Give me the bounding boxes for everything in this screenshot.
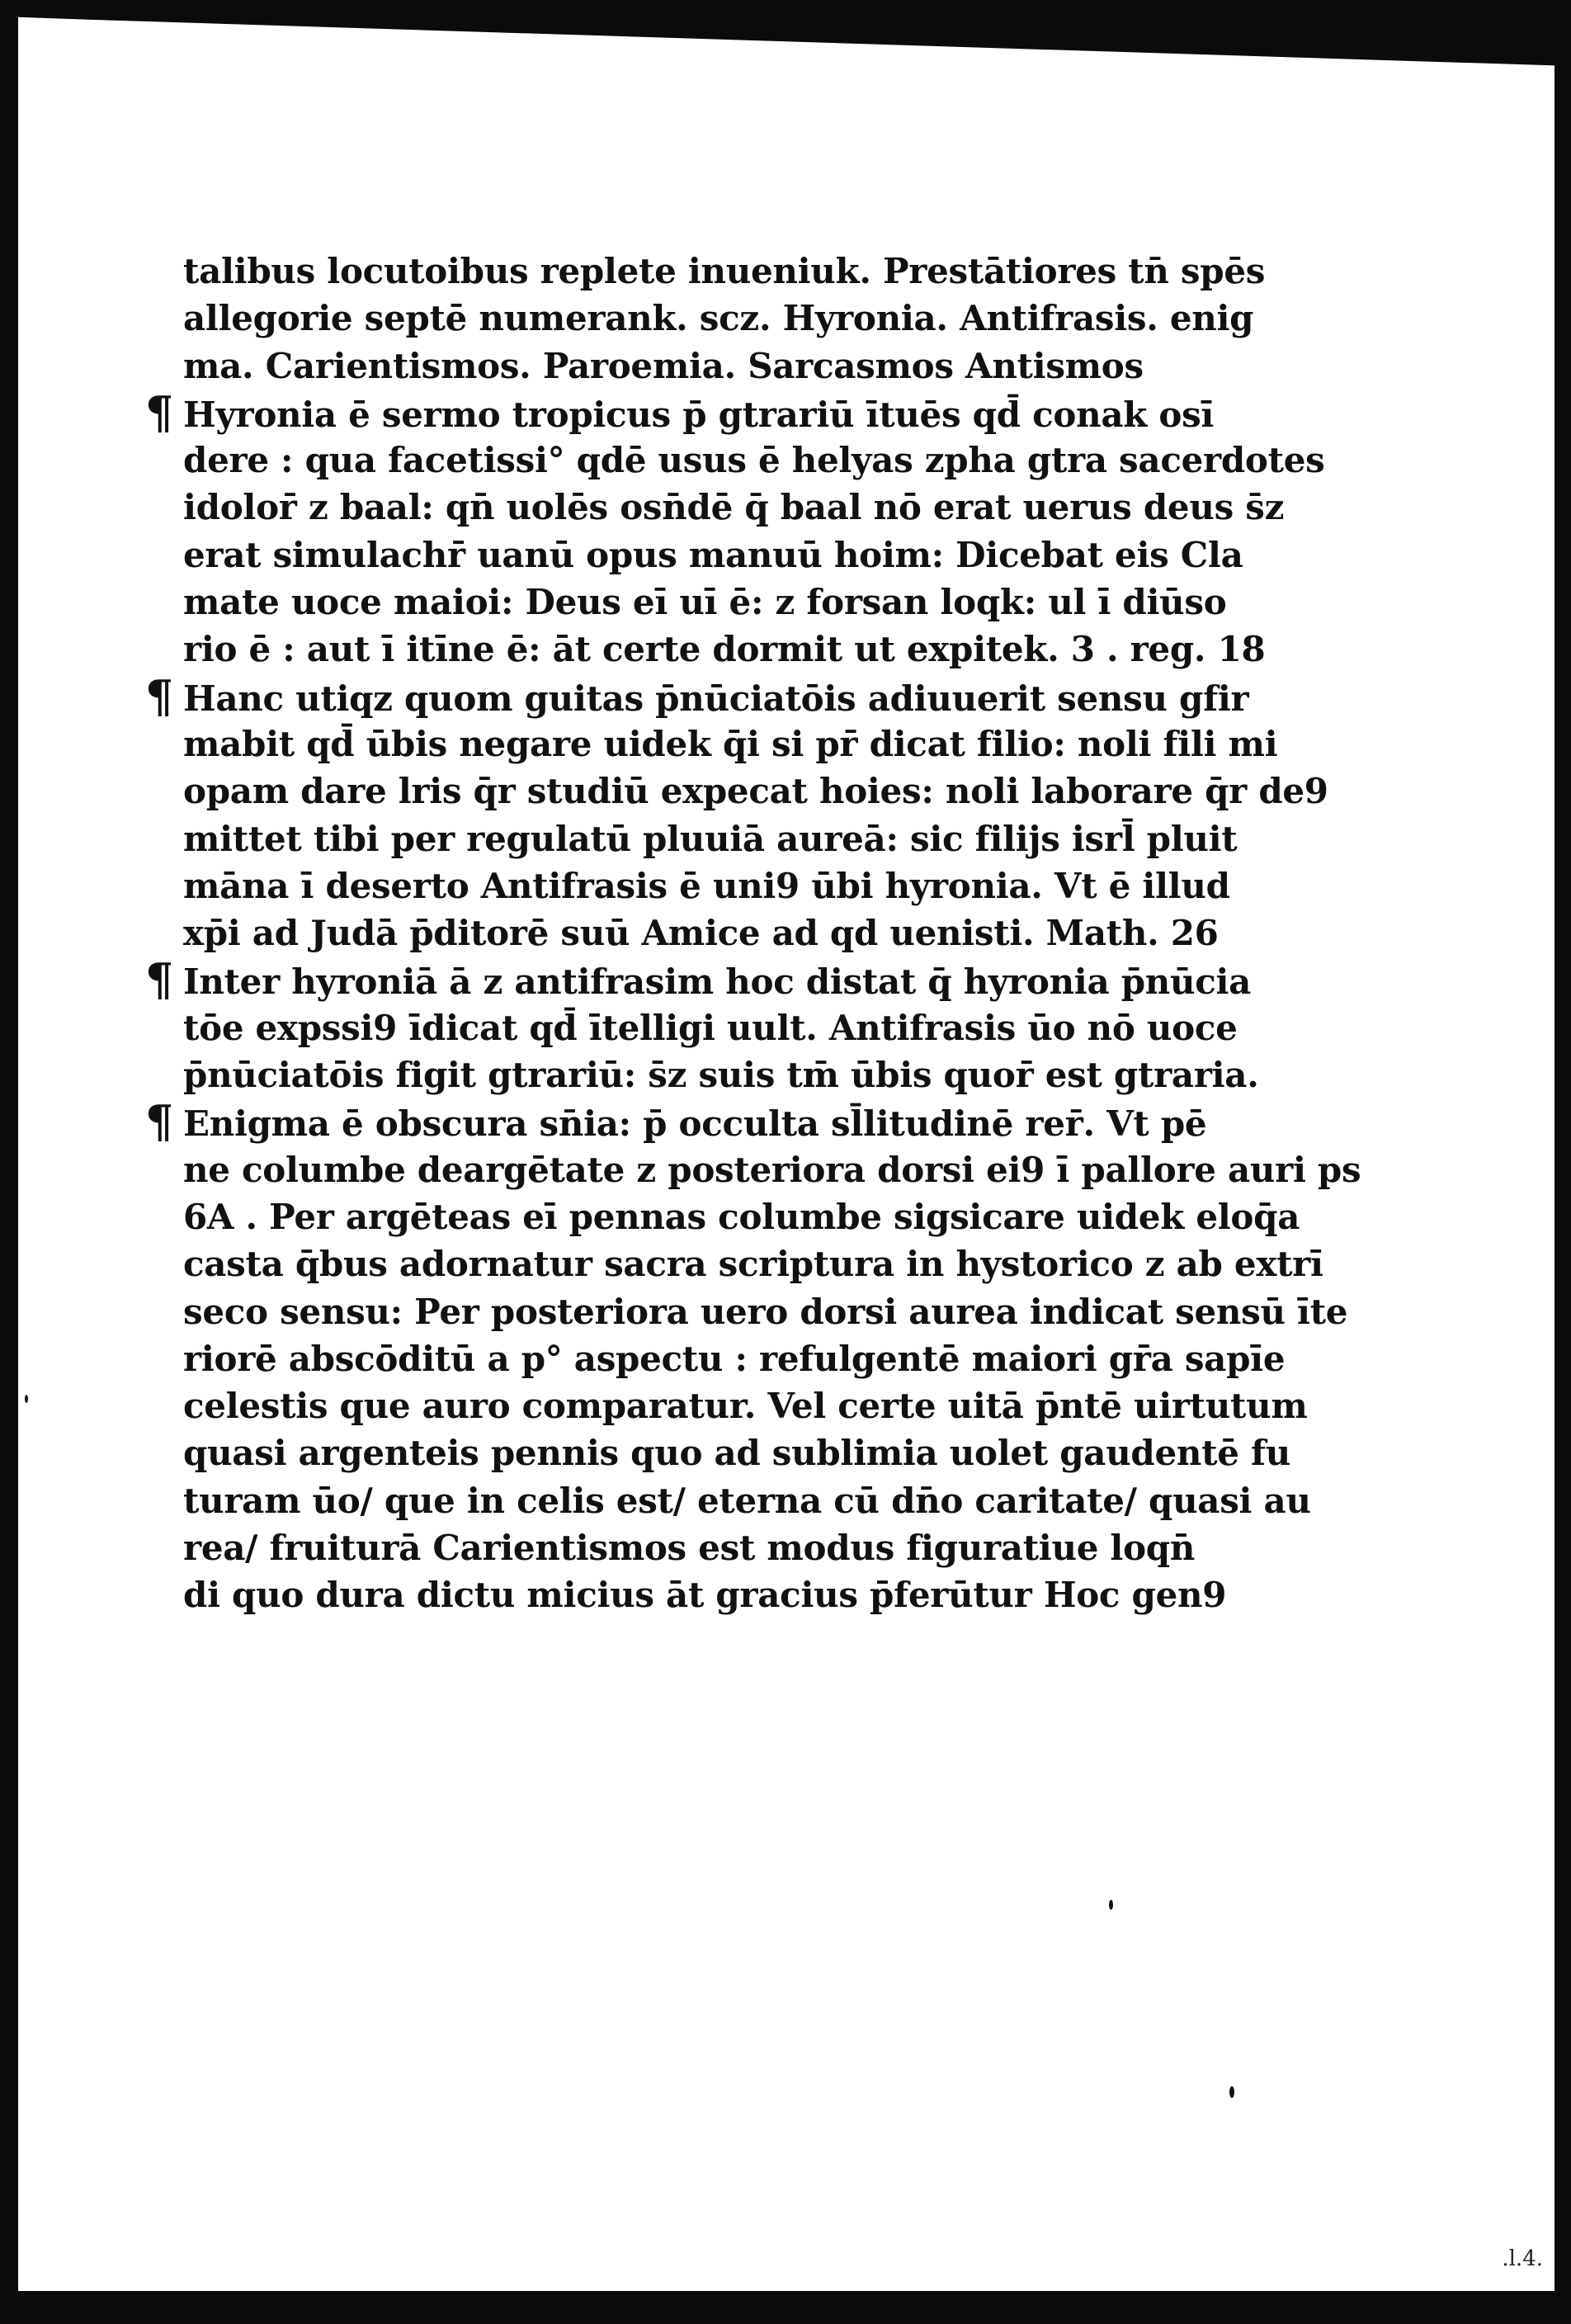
paragraph-mark-icon: ¶ (145, 385, 174, 439)
text-line: di quo dura dictu micius āt gracius p̄ferūtur Hoc gen9 (183, 1575, 1227, 1616)
text-line: celestis que auro comparatur. Vel certe uitā p̄ntē uirtutum (183, 1386, 1308, 1427)
scan-top-edge (0, 0, 1571, 66)
text-line-content: Hanc utiqz quom guitas p̄nūciatōis adiuuerit sensu gfir (183, 678, 1249, 719)
text-line: xp̄i ad Judā p̄ditorē suū Amice ad qd uenisti. Math. 26 (183, 913, 1219, 954)
text-line: mabit qd̄ ūbis negare uidek q̄i si pr̄ dicat filio: noli fili mi (183, 723, 1278, 764)
text-line: erat simulachr̄ uanū opus manuū hoim: Dicebat eis Cla (183, 534, 1243, 575)
text-line: 6A . Per argēteas eī pennas columbe sigsicare uidek eloq̄a (183, 1196, 1300, 1237)
text-line: seco sensu: Per posteriora uero dorsi aurea indicat sensū īte (183, 1291, 1348, 1332)
text-line: māna ī deserto Antifrasis ē uni9 ūbi hyronia. Vt ē illud (183, 865, 1230, 906)
text-line: quasi argenteis pennis quo ad sublimia uolet gaudentē fu (183, 1433, 1291, 1474)
text-line: ne columbe deargētate z posteriora dorsi ei9 ī pallore auri ps (183, 1149, 1361, 1190)
scan-bottom-edge (0, 2291, 1571, 2324)
text-line-with-paragraph-mark (145, 1095, 1207, 1149)
text-line-with-paragraph-mark (145, 953, 1252, 1007)
paragraph-mark-icon: ¶ (145, 953, 174, 1007)
text-line-content: Hyronia ē sermo tropicus p̄ gtrariū ītuēs qd̄ conak osī (183, 394, 1215, 435)
text-line: p̄nūciatōis figit gtrariū: s̄z suis tm̄ ūbis quor̄ est gtraria. (183, 1055, 1259, 1096)
text-line: rio ē : aut ī itīne ē: āt certe dormit ut expitek. 3 . reg. 18 (183, 629, 1266, 670)
text-line: opam dare lris q̄r studiū expecat hoies: noli laborare q̄r de9 (183, 771, 1328, 812)
text-line: mittet tibi per regulatū pluuiā aureā: sic filijs isrl̄ pluit (183, 818, 1238, 859)
text-line-content: Enigma ē obscura sn̄ia: p̄ occulta sl̄litudinē rer̄. Vt pē (183, 1103, 1207, 1145)
ink-speck (1229, 2086, 1234, 2098)
text-line: rea/ fruiturā Carientismos est modus figuratiue loqn̄ (183, 1528, 1196, 1569)
text-line-content: Inter hyroniā ā z antifrasim hoc distat q̄ hyronia p̄nūcia (183, 961, 1252, 1003)
scan-left-edge (0, 0, 18, 2324)
text-line: talibus locutoibus replete inueniuk. Prestātiores tn̄ spēs (183, 251, 1266, 291)
text-line: tōe expssi9 īdicat qd̄ ītelligi uult. Antifrasis ūo nō uoce (183, 1007, 1238, 1048)
text-line: mate uoce maioi: Deus eī uī ē: z forsan loqk: ul ī diūso (183, 582, 1227, 623)
paragraph-mark-icon: ¶ (145, 1095, 174, 1149)
text-line: dere : qua facetissi° qdē usus ē helyas zpha gtra sacerdotes (183, 440, 1325, 481)
text-line: ma. Carientismos. Paroemia. Sarcasmos Antismos (183, 345, 1144, 386)
text-line-with-paragraph-mark (145, 669, 1249, 723)
text-line: casta q̄bus adornatur sacra scriptura in hystorico z ab extrī (183, 1244, 1323, 1285)
text-line: turam ūo/ que in celis est/ eterna cū dn̄o caritate/ quasi au (183, 1480, 1311, 1521)
paragraph-mark-icon: ¶ (145, 669, 174, 723)
body-text (145, 248, 1361, 1619)
text-line-with-paragraph-mark (145, 385, 1215, 439)
ink-speck (1109, 1900, 1113, 1910)
text-line: idolor̄ z baal: qn̄ uolēs osn̄dē q̄ baal nō erat uerus deus s̄z (183, 487, 1285, 528)
folio-number: .l.4. (1502, 2246, 1543, 2271)
scan-right-edge (1554, 0, 1571, 2324)
ink-speck (25, 1395, 28, 1403)
text-line: allegorie septē numerank. scz. Hyronia. Antifrasis. enig (183, 298, 1254, 339)
text-line: riorē abscōditū a p° aspectu : refulgentē maiori gr̄a sapīe (183, 1338, 1286, 1379)
